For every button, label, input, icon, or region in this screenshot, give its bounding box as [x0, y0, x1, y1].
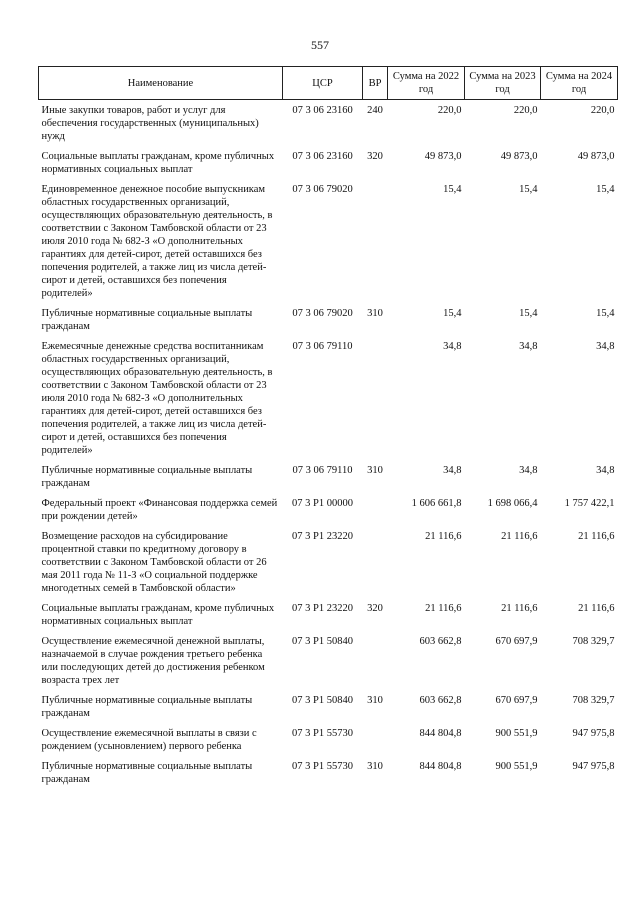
table-header [39, 67, 618, 100]
table-body [39, 100, 618, 794]
row-sum-2022: 15,4 [443, 184, 462, 195]
table-row [39, 602, 618, 635]
row-sum-2023: 21 116,6 [501, 603, 538, 614]
row-vr [363, 635, 388, 694]
row-name: Публичные нормативные социальные выплаты гражданам [41, 308, 253, 332]
row-name: Публичные нормативные социальные выплаты гражданам [41, 761, 253, 785]
row-vr: 320 [367, 151, 383, 162]
table-row [39, 150, 618, 183]
row-sum-2022: 220,0 [437, 105, 462, 116]
row-csr: 07 3 06 23160 [292, 105, 353, 116]
row-sum-2022: 34,8 [443, 465, 462, 476]
row-sum-2022: 49 873,0 [424, 151, 462, 162]
table-row [39, 530, 618, 602]
row-csr: 07 3 06 23160 [292, 151, 353, 162]
row-sum-2024: 15,4 [596, 308, 615, 319]
row-name: Возмещение расходов на субсидирование процентной ставки по кредитному договору в соответствии с Законом Тамбовской области от 26 мая 2011 года № 11-З «О социальной поддержке многодетных семей в Тамбовской области» [41, 531, 267, 594]
row-csr: 07 3 P1 23220 [292, 603, 353, 614]
table-row [39, 464, 618, 497]
table-row [39, 307, 618, 340]
row-sum-2024: 15,4 [596, 184, 615, 195]
row-sum-2022: 1 606 661,8 [411, 498, 462, 509]
row-sum-2024: 708 329,7 [572, 695, 615, 706]
page-number: 557 [311, 38, 329, 52]
table-row [39, 635, 618, 694]
header-sum-2022: Сумма на 2022 год [388, 67, 465, 100]
row-name: Осуществление ежемесячной выплаты в связи с рождением (усыновлением) первого ребенка [41, 728, 257, 752]
row-vr: 310 [367, 761, 383, 772]
row-sum-2022: 21 116,6 [425, 531, 462, 542]
row-name: Ежемесячные денежные средства воспитанникам областных государственных организаций, осуществляющих образовательную деятельность, в соответствии с Законом Тамбовской области от 23 июля 2010 года № 682-З «О дополнительных гарантиях для детей-сирот, детей оставшихся без попечения родителей, а также лиц из числа детей-сирот и детей, оставшихся без попечения родителей» [41, 341, 273, 456]
row-sum-2024: 1 757 422,1 [564, 498, 615, 509]
row-vr [363, 340, 388, 464]
row-name: Социальные выплаты гражданам, кроме публичных нормативных социальных выплат [41, 603, 275, 627]
row-csr: 07 3 P1 50840 [292, 695, 353, 706]
row-vr [363, 183, 388, 307]
row-sum-2024: 947 975,8 [572, 728, 615, 739]
row-sum-2024: 947 975,8 [572, 761, 615, 772]
row-sum-2024: 34,8 [596, 465, 615, 476]
row-csr: 07 3 06 79110 [292, 341, 353, 352]
row-name: Публичные нормативные социальные выплаты гражданам [41, 695, 253, 719]
row-sum-2024: 49 873,0 [577, 151, 615, 162]
row-name: Иные закупки товаров, работ и услуг для обеспечения государственных (муниципальных) нужд [41, 105, 259, 142]
table-row [39, 100, 618, 151]
table-row [39, 497, 618, 530]
row-sum-2024: 34,8 [596, 341, 615, 352]
row-name: Осуществление ежемесячной денежной выплаты, назначаемой в случае рождения третьего ребенка или последующих детей до достижения ребенком возраста трех лет [41, 636, 265, 686]
header-vr: ВР [363, 67, 388, 100]
header-csr: ЦСР [283, 67, 363, 100]
table-row [39, 183, 618, 307]
row-sum-2022: 603 662,8 [419, 695, 462, 706]
row-sum-2023: 1 698 066,4 [487, 498, 538, 509]
row-sum-2024: 21 116,6 [578, 531, 615, 542]
row-csr: 07 3 P1 55730 [292, 728, 353, 739]
row-sum-2023: 670 697,9 [495, 695, 538, 706]
budget-table [38, 66, 618, 793]
row-vr: 310 [367, 308, 383, 319]
row-csr: 07 3 P1 55730 [292, 761, 353, 772]
row-sum-2023: 49 873,0 [500, 151, 538, 162]
row-vr: 310 [367, 695, 383, 706]
row-sum-2022: 844 804,8 [419, 761, 462, 772]
table-row [39, 340, 618, 464]
row-csr: 07 3 06 79020 [292, 184, 353, 195]
table-row [39, 694, 618, 727]
row-sum-2024: 708 329,7 [572, 636, 615, 647]
row-csr: 07 3 06 79110 [292, 465, 353, 476]
row-csr: 07 3 06 79020 [292, 308, 353, 319]
row-vr [363, 530, 388, 602]
row-vr [363, 727, 388, 760]
row-name: Публичные нормативные социальные выплаты гражданам [41, 465, 253, 489]
row-sum-2023: 34,8 [519, 341, 538, 352]
row-name: Единовременное денежное пособие выпускникам областных государственных организаций, осуществляющих образовательную деятельность, в соответствии с Законом Тамбовской области от 23 июля 2010 года № 682-З «О дополнительных гарантиях для детей-сирот, детей оставшихся без попечения родителей, а также лиц из числа детей-сирот и детей, оставшихся без попечения родителей» [41, 184, 273, 299]
row-sum-2022: 844 804,8 [419, 728, 462, 739]
row-sum-2023: 670 697,9 [495, 636, 538, 647]
row-sum-2023: 15,4 [519, 308, 538, 319]
row-sum-2023: 900 551,9 [495, 728, 538, 739]
row-sum-2024: 21 116,6 [578, 603, 615, 614]
header-name: Наименование [39, 67, 283, 100]
row-name: Федеральный проект «Финансовая поддержка семей при рождении детей» [41, 498, 278, 522]
row-sum-2023: 15,4 [519, 184, 538, 195]
header-sum-2024: Сумма на 2024 год [541, 67, 618, 100]
row-name: Социальные выплаты гражданам, кроме публичных нормативных социальных выплат [41, 151, 275, 175]
row-sum-2024: 220,0 [590, 105, 615, 116]
row-csr: 07 3 P1 50840 [292, 636, 353, 647]
table-row [39, 727, 618, 760]
row-sum-2022: 21 116,6 [425, 603, 462, 614]
row-vr: 240 [367, 105, 383, 116]
row-sum-2022: 603 662,8 [419, 636, 462, 647]
row-vr: 310 [367, 465, 383, 476]
row-sum-2023: 34,8 [519, 465, 538, 476]
row-sum-2023: 900 551,9 [495, 761, 538, 772]
row-csr: 07 3 P1 23220 [292, 531, 353, 542]
row-sum-2022: 34,8 [443, 341, 462, 352]
row-sum-2023: 21 116,6 [501, 531, 538, 542]
row-vr [363, 497, 388, 530]
row-csr: 07 3 P1 00000 [292, 498, 353, 509]
table-row [39, 760, 618, 793]
header-sum-2023: Сумма на 2023 год [465, 67, 541, 100]
row-sum-2022: 15,4 [443, 308, 462, 319]
row-sum-2023: 220,0 [513, 105, 538, 116]
row-vr: 320 [367, 603, 383, 614]
